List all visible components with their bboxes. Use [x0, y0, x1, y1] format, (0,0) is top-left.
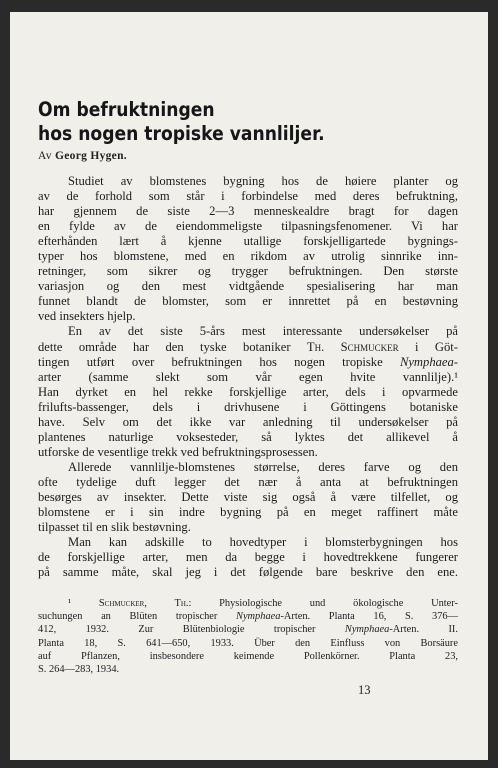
body-line: retninger, som sikrer og trygger befruktningen. Den største — [38, 264, 458, 279]
body-line: Studiet av blomstenes bygning hos de høiere planter og — [68, 174, 458, 188]
body-line: funnet blandt de blomster, som er innrettet på en bestøvning — [38, 294, 458, 309]
footnote — [38, 597, 458, 676]
title-line-2: hos nogen tropiske vannliljer. — [38, 122, 325, 145]
body-line: en fylde av de eiendommeligste tilpasningsfenomener. Vi har — [38, 219, 458, 234]
body-line: typer hos blomstene, med en rikdom av utrolig sinnrike inn- — [38, 249, 458, 264]
author-byline — [38, 150, 127, 162]
footnote-line: 412, 1932. Zur Blütenbiologie tropischer Nymphaea-Arten. II. — [38, 624, 458, 636]
body-line: Man kan adskille to hovedtyper i blomsterbygningen hos — [68, 535, 458, 550]
footnote-line: ¹ Schmucker, Th.: Physiologische und ökologische Unter- — [68, 598, 458, 609]
body-line: variasjon og den mest vidtgående spesialisering har man — [38, 279, 458, 294]
body-line: frilufts-bassenger, dels i drivhusene i Göttingens botaniske — [38, 399, 458, 414]
small-caps-name: Schmucker, Th. — [98, 598, 189, 609]
body-line: tilpasset til en slik bestøvning. — [38, 520, 191, 535]
footnote-line: auf Pflanzen, insbesondere keimende Pollenkörner. Planta 23, — [38, 650, 458, 662]
body-line: have. Selv om det ikke var anledning til undersøkelser på — [38, 414, 458, 429]
body-line: ved insekters hjelp. — [38, 309, 136, 324]
body-line: de forskjellige arter, men da begge i hovedtrekkene fungerer — [38, 550, 458, 565]
body-line: av de forhold som står i forbindelse med deres befruktning, — [38, 189, 458, 204]
body-line: plantenes naturlige voksesteder, så lyktes det allikevel å — [38, 429, 458, 444]
page-number: 13 — [358, 683, 371, 697]
body-line: ofte tydelige duft legger det nær å anta at befruktningen — [38, 474, 458, 489]
body-line: besørges av insekter. Dette viste sig også å være tilfellet, og — [38, 489, 458, 504]
body-line: En av det siste 5-års mest interessante undersøkelser på — [68, 324, 458, 339]
title-line-1: Om befruktningen — [38, 98, 215, 121]
body-line: tingen utført over befruktningen hos nogen tropiske Nymphaea- — [38, 354, 458, 369]
body-line: utforske de vesentlige trekk ved befruktningsprosessen. — [38, 444, 318, 459]
body-line: blomstene er i sin indre bygning på en meget raffinert måte — [38, 505, 458, 520]
body-line: Allerede vannlilje-blomstenes størrelse, deres farve og den — [68, 459, 458, 474]
footnote-line: Planta 18, S. 641—650, 1933. Über den Einfluss von Borsäure — [38, 637, 458, 649]
body-line: arter (samme slekt som vår egen hvite vannlilje).¹ — [38, 369, 458, 384]
body-line: Han dyrket en hel rekke forskjellige arter, dels i opvarmede — [38, 384, 458, 399]
italic-taxon: Nymphaea — [344, 624, 390, 636]
body-line: har gjennem de siste 2—3 menneskealdre bragt for dagen — [38, 204, 458, 219]
footnote-line: suchungen an Blüten tropischer Nymphaea-Arten. Planta 16, S. 376— — [38, 611, 458, 623]
footnote-line: S. 264—283, 1934. — [38, 663, 120, 675]
document-page — [10, 12, 488, 760]
body-line: på samme måte, skal jeg i det følgende bare beskrive den ene. — [38, 565, 458, 580]
body-line: dette område har den tyske botaniker Th. Schmucker i Göt- — [38, 339, 458, 354]
body-line: efterhånden lært å kjenne utallige forskjelligartede bygnings- — [38, 234, 458, 249]
small-caps-name: Th. Schmucker — [306, 339, 399, 354]
italic-taxon: Nymphaea — [236, 611, 281, 623]
italic-taxon: Nymphaea- — [399, 354, 458, 369]
author-name: Georg Hygen. — [55, 150, 127, 162]
article-title — [38, 98, 416, 146]
author-prefix: Av — [38, 150, 52, 162]
article-body — [38, 174, 458, 580]
